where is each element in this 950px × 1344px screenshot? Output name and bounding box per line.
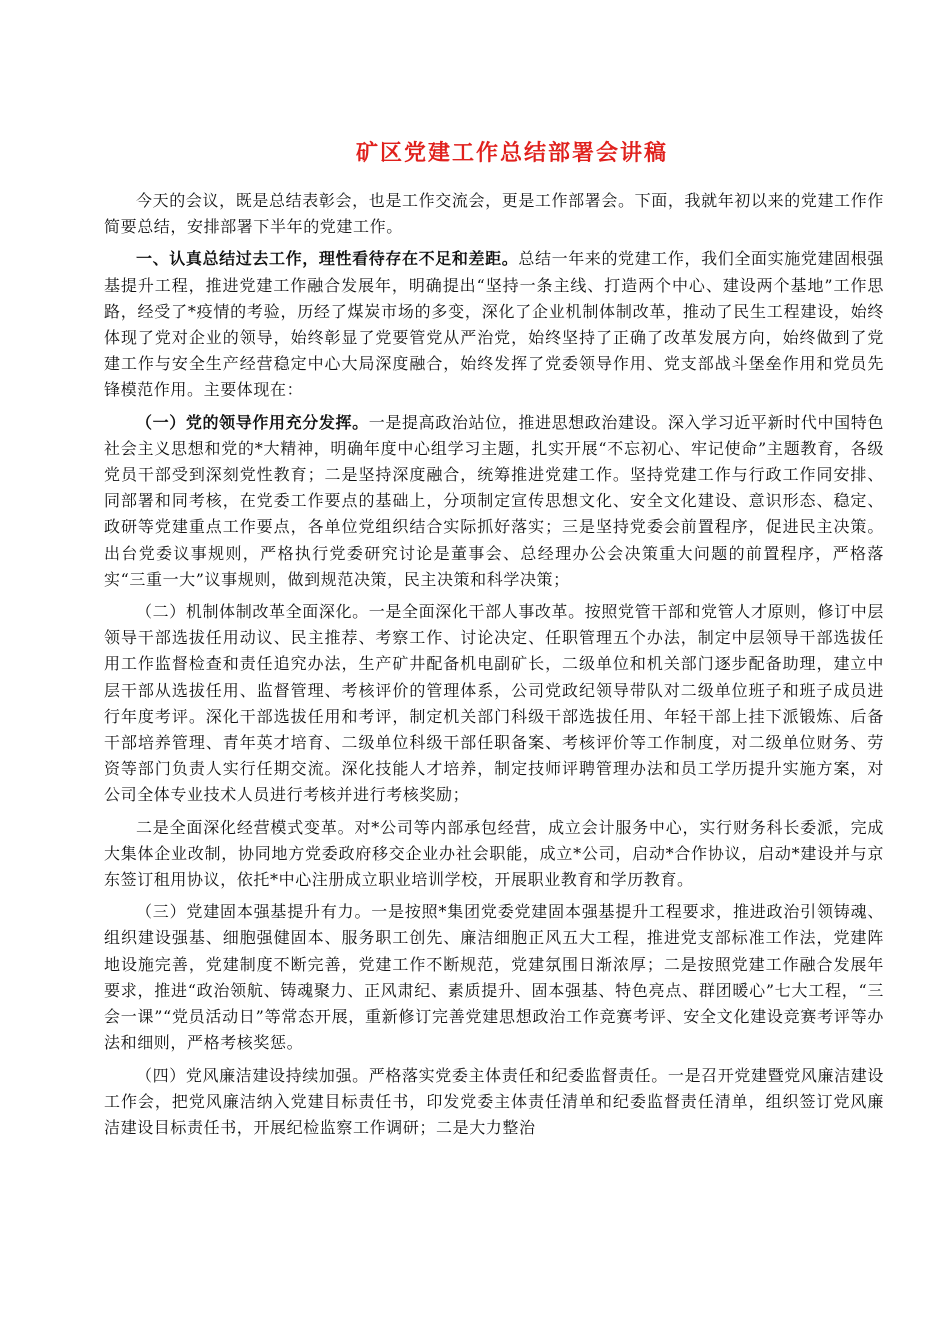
paragraph-text: （四）党风廉洁建设持续加强。严格落实党委主体责任和纪委监督责任。一是召开党建暨党风廉洁建设工作会，把党风廉洁纳入党建目标责任书，印发党委主体责任清单和纪委监督责任清单，组织签订党风廉洁建设目标责任书，开展纪检监察工作调研；二是大力整治 xyxy=(104,1065,884,1137)
document-title: 矿区党建工作总结部署会讲稿 xyxy=(355,140,668,166)
paragraph-text: （三）党建固本强基提升有力。一是按照*集团党委党建固本强基提升工程要求，推进政治引领铸魂、组织建设强基、细胞强健固本、服务职工创先、廉洁细胞正风五大工程，推进党支部标准工作法，党建阵地设施完善，党建制度不断完善，党建工作不断规范，党建氛围日渐浓厚；二是按照党建工作融合发展年要求，推进“政治领航、铸魂聚力、正风肃纪、素质提升、固本强基、特色亮点、群团暖心”七大工程，“三会一课”“党员活动日”等常态开展，重新修订完善党建思想政治工作竞赛考评、安全文化建设竞赛考评等办法和细则，严格考核奖惩。 xyxy=(104,902,884,1053)
paragraph-management-reform xyxy=(104,815,884,894)
paragraph-subsection-three xyxy=(104,899,884,1056)
paragraph-subsection-one xyxy=(104,410,884,593)
paragraph-text: 总结一年来的党建工作，我们全面实施党建固根强基提升工程，推进党建工作融合发展年，明确提出“坚持一条主线、打造两个中心、建设两个基地”工作思路，经受了*疫情的考验，历经了煤炭市场的多变，深化了企业机制体制改革，推动了民生工程建设，始终体现了党对企业的领导，始终彰显了党要管党从严治党，始终坚持了正确了改革发展方向，始终做到了党建工作与安全生产经营稳定中心大局深度融合，始终发挥了党委领导作用、党支部战斗堡垒作用和党员先锋模范作用。主要体现在： xyxy=(104,249,884,400)
paragraph-intro xyxy=(104,188,884,240)
paragraph-subsection-two xyxy=(104,599,884,809)
section-heading: 一、认真总结过去工作，理性看待存在不足和差距。 xyxy=(136,249,519,269)
subsection-heading: （一）党的领导作用充分发挥。 xyxy=(136,412,369,432)
paragraph-text: 二是全面深化经营模式变革。对*公司等内部承包经营，成立会计服务中心，实行财务科长委派，完成大集体企业改制，协同地方党委政府移交企业办社会职能，成立*公司，启动*合作协议，启动*建设并与京东签订租用协议，依托*中心注册成立职业培训学校，开展职业教育和学历教育。 xyxy=(104,817,884,890)
paragraph-text: 今天的会议，既是总结表彰会，也是工作交流会，更是工作部署会。下面，我就年初以来的党建工作作简要总结，安排部署下半年的党建工作。 xyxy=(104,191,884,237)
paragraph-subsection-four xyxy=(104,1063,884,1142)
paragraph-text: （二）机制体制改革全面深化。一是全面深化干部人事改革。按照党管干部和党管人才原则，修订中层领导干部选拔任用动议、民主推荐、考察工作、讨论决定、任职管理五个办法，制定中层领导干部选拔任用工作监督检查和责任追究办法，生产矿井配备机电副矿长，二级单位和机关部门逐步配备助理，建立中层干部从选拔任用、监督管理、考核评价的管理体系，公司党政纪领导带队对二级单位班子和班子成员进行年度考评。深化干部选拔任用和考评，制定机关部门科级干部选拔任用、年轻干部上挂下派锻炼、后备干部培养管理、青年英才培育、二级单位科级干部任职备案、考核评价等工作制度，对二级单位财务、劳资等部门负责人实行任期交流。深化技能人才培养，制定技师评聘管理办法和员工学历提升实施方案，对公司全体专业技术人员进行考核并进行考核奖励； xyxy=(104,602,884,805)
paragraph-section-one xyxy=(104,246,884,403)
paragraph-text: 一是提高政治站位，推进思想政治建设。深入学习近平新时代中国特色社会主义思想和党的*大精神，明确年度中心组学习主题，扎实开展“不忘初心、牢记使命”主题教育，各级党员干部受到深刻党性教育；二是坚持深度融合，统筹推进党建工作。坚持党建工作与行政工作同安排、同部署和同考核，在党委工作要点的基础上，分项制定宣传思想文化、安全文化建设、意识形态、稳定、政研等党建重点工作要点，各单位党组织结合实际抓好落实；三是坚持党委会前置程序，促进民主决策。出台党委议事规则，严格执行党委研究讨论是董事会、总经理办公会决策重大问题的前置程序，严格落实“三重一大”议事规则，做到规范决策，民主决策和科学决策； xyxy=(104,412,884,589)
